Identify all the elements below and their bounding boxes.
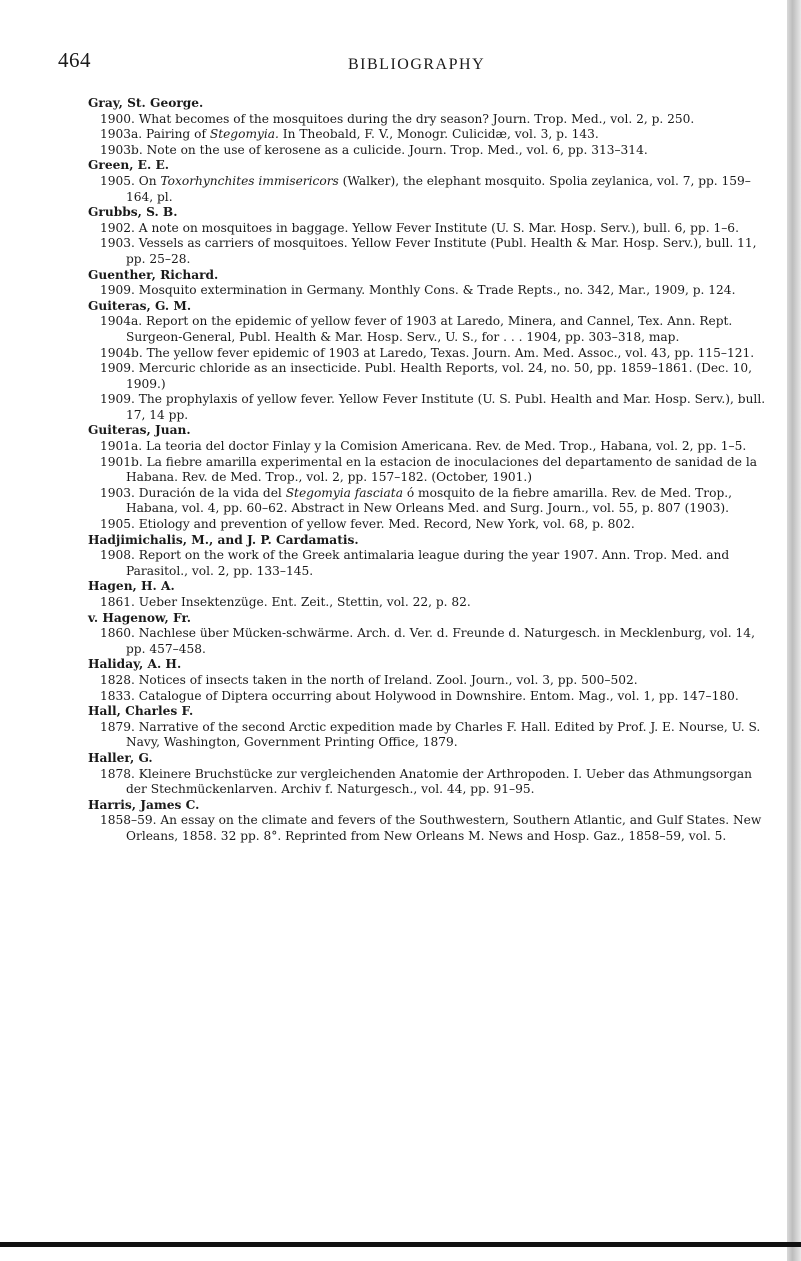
page-number: 464 (58, 48, 91, 72)
entry-text: Catalogue of Diptera occurring about Holywood in Downshire. Entom. Mag., vol. 1, pp. 147–180. (138, 688, 739, 703)
author-block (88, 751, 774, 798)
author-block (88, 579, 774, 610)
entry-year: 1904b. (100, 345, 143, 360)
author-block (88, 96, 774, 158)
entry-text: A note on mosquitoes in baggage. Yellow Fever Institute (U. S. Mar. Hosp. Serv.), bull. 6, pp. 1–6. (138, 220, 739, 235)
bibliography-entry (88, 221, 774, 237)
entry-year: 1879. (100, 719, 135, 734)
entry-text: Note on the use of kerosene as a culicide. Journ. Trop. Med., vol. 6, pp. 313–314. (146, 142, 648, 157)
author-name: Haller, G. (88, 750, 153, 765)
author-block (88, 704, 774, 751)
entry-text-post: In Theobald, F. V., Monogr. Culicidæ, vol. 3, p. 143. (278, 127, 599, 142)
entry-year: 1828. (100, 672, 135, 687)
page-header (58, 48, 761, 82)
bibliography-entry (88, 486, 774, 517)
author-name: Hall, Charles F. (88, 704, 194, 719)
entry-text: Notices of insects taken in the north of Ireland. Zool. Journ., vol. 3, pp. 500–502. (138, 672, 638, 687)
entry-text-italic: Toxorhynchites immisericors (160, 173, 339, 188)
entry-year: 1903. (100, 236, 135, 251)
entry-text: Narrative of the second Arctic expedition made by Charles F. Hall. Edited by Prof. J. E. Nourse, U. S. Navy, Washington, Government Printing Office, 1879. (126, 719, 761, 750)
bibliography-entry (88, 314, 774, 345)
entry-text-pre: Pairing of (146, 127, 210, 142)
entry-text: The prophylaxis of yellow fever. Yellow Fever Institute (U. S. Publ. Health and Mar. Hosp. Serv.), bull. 17, 14 pp. (126, 392, 766, 422)
entry-year: 1905. (100, 517, 135, 532)
author-block (88, 533, 774, 580)
entry-year: 1905. (100, 173, 135, 188)
author-name: Gray, St. George. (88, 96, 204, 110)
entry-year: 1858–59. (100, 813, 157, 828)
entry-year: 1909. (100, 392, 135, 407)
entry-year: 1908. (100, 548, 135, 563)
author-name: Haliday, A. H. (88, 657, 182, 672)
entry-year: 1909. (100, 283, 135, 298)
entry-year: 1900. (100, 111, 135, 126)
bibliography-entry (88, 767, 774, 798)
entry-year: 1903a. (100, 127, 143, 142)
page-edge-shadow (787, 0, 801, 1261)
entry-year: 1860. (100, 626, 135, 641)
bibliography-entry (88, 626, 774, 657)
bibliography-entry (88, 455, 774, 486)
author-block (88, 268, 774, 299)
entry-text: Mosquito extermination in Germany. Monthly Cons. & Trade Repts., no. 342, Mar., 1909, p. 124. (138, 283, 736, 298)
author-name: Guenther, Richard. (88, 267, 219, 282)
author-name: Guiteras, Juan. (88, 423, 191, 438)
entry-year: 1909. (100, 361, 135, 376)
bibliography-entry (88, 595, 774, 611)
bibliography-entry (88, 174, 774, 205)
entry-text: Vessels as carriers of mosquitoes. Yellow Fever Institute (Publ. Health & Mar. Hosp. Serv.), bull. 11, pp. 25–28. (126, 236, 757, 266)
entry-text: The yellow fever epidemic of 1903 at Laredo, Texas. Journ. Am. Med. Assoc., vol. 43, pp. 115–121. (146, 345, 755, 360)
bibliography-entry (88, 236, 774, 267)
bibliography-entry (88, 517, 774, 533)
entry-year: 1902. (100, 220, 135, 235)
author-name: Harris, James C. (88, 797, 200, 812)
entry-text: Etiology and prevention of yellow fever. Med. Record, New York, vol. 68, p. 802. (138, 517, 635, 532)
entry-text-italic: Stegomyia. (209, 127, 279, 142)
entry-year: 1861. (100, 595, 135, 609)
entry-text-post: (Walker), the elephant mosquito. Spolia zeylanica, vol. 7, pp. 159–164, pl. (126, 173, 751, 204)
bibliography-entry (88, 127, 774, 143)
author-name: Hadjimichalis, M., and J. P. Cardamatis. (88, 532, 359, 547)
author-block (88, 205, 774, 267)
bibliography-entry (88, 392, 774, 423)
entry-text: Ueber Insektenzüge. Ent. Zeit., Stettin, vol. 22, p. 82. (138, 595, 471, 609)
entry-text-pre: On (138, 173, 161, 188)
bibliography-entry (88, 112, 774, 128)
author-name: Green, E. E. (88, 158, 169, 173)
bibliography-entry (88, 689, 774, 705)
author-name: Grubbs, S. B. (88, 205, 178, 220)
author-name: v. Hagenow, Fr. (88, 610, 191, 625)
entry-text-pre: Duración de la vida del (138, 485, 286, 500)
author-name: Hagen, H. A. (88, 579, 175, 594)
bibliography-entry (88, 673, 774, 689)
bibliography-entry (88, 813, 774, 844)
entry-year: 1878. (100, 766, 135, 781)
author-block (88, 423, 774, 532)
author-block (88, 657, 774, 704)
entry-text: Nachlese über Mücken-schwärme. Arch. d. Ver. d. Freunde d. Naturgesch. in Mecklenburg, vol. 14, pp. 457–458. (126, 626, 755, 656)
entry-text: Kleinere Bruchstücke zur vergleichenden Anatomie der Arthropoden. I. Ueber das Athmungsorgan der Stechmückenlarven. Archiv f. Naturgesch., vol. 44, pp. 91–95. (126, 766, 753, 797)
running-head: BIBLIOGRAPHY (348, 56, 486, 73)
bibliography-entry (88, 548, 774, 579)
entry-year: 1904a. (100, 314, 143, 329)
entry-year: 1903. (100, 485, 135, 500)
page-bottom-border (0, 1242, 801, 1247)
entry-year: 1903b. (100, 142, 143, 157)
entry-text: An essay on the climate and fevers of the Southwestern, Southern Atlantic, and Gulf States. New Orleans, 1858. 32 pp. 8°. Reprinted from New Orleans M. News and Hosp. Gaz., 1858–59, vol. 5. (126, 813, 762, 843)
author-block (88, 611, 774, 658)
entry-year: 1901b. (100, 454, 143, 469)
entry-text: Mercuric chloride as an insecticide. Publ. Health Reports, vol. 24, no. 50, pp. 1859–1861. (Dec. 10, 1909.) (126, 361, 753, 391)
bibliography-entry (88, 283, 774, 299)
author-block (88, 158, 774, 205)
entry-text: What becomes of the mosquitoes during the dry season? Journ. Trop. Med., vol. 2, p. 250. (138, 111, 695, 126)
author-name: Guiteras, G. M. (88, 298, 192, 313)
entry-text-italic: Stegomyia fasciata (285, 485, 403, 500)
bibliography-entry (88, 439, 774, 455)
bibliography-entry (88, 346, 774, 362)
entry-year: 1833. (100, 688, 135, 703)
entry-text: Report on the epidemic of yellow fever of 1903 at Laredo, Minera, and Cannel, Tex. Ann. Rept. Surgeon-General, Publ. Health & Mar. Hosp. Serv., U. S., for . . . 1904, pp. 303–318, map. (126, 314, 733, 344)
bibliography-list (88, 96, 774, 845)
bibliography-entry (88, 143, 774, 159)
bibliography-entry (88, 720, 774, 751)
entry-text: Report on the work of the Greek antimalaria league during the year 1907. Ann. Trop. Med. and Parasitol., vol. 2, pp. 133–145. (126, 548, 730, 578)
entry-text-post: ó mosquito de la fiebre amarilla. Rev. de Med. Trop., Habana, vol. 4, pp. 60–62. Abstract in New Orleans Med. and Surg. Journ., vol. 55, p. 807 (1903). (126, 485, 733, 516)
author-block (88, 299, 774, 424)
entry-text: La teoria del doctor Finlay y la Comision Americana. Rev. de Med. Trop., Habana, vol. 2, pp. 1–5. (146, 439, 747, 454)
entry-text: La fiebre amarilla experimental en la estacion de inoculaciones del departamento de sanidad de la Habana. Rev. de Med. Trop., vol. 2, pp. 157–182. (October, 1901.) (126, 454, 757, 485)
bibliography-entry (88, 361, 774, 392)
entry-year: 1901a. (100, 439, 143, 454)
author-block (88, 798, 774, 845)
